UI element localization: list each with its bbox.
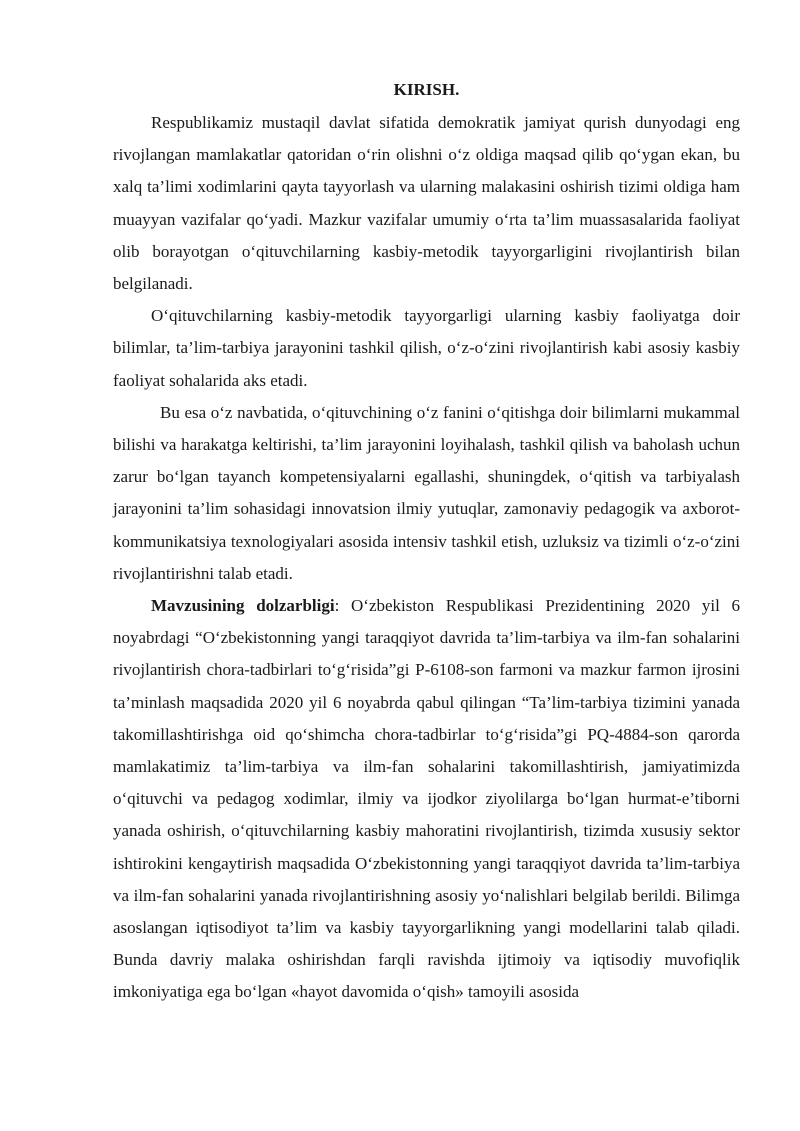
paragraph-teacher-preparation: O‘qituvchilarning kasbiy-metodik tayyorgarligi ularning kasbiy faoliyatga doir bilimlar, ta’lim-tarbiya jarayonini tashkil qilish, o‘z-o‘zini rivojlantirish kabi asosiy kasbiy faoliyat sohalarida aks etadi.	[113, 306, 740, 390]
paragraph-relevance	[113, 590, 740, 1009]
document-title: KIRISH.	[393, 80, 460, 99]
document-body	[113, 107, 740, 1009]
relevance-heading: Mavzusining dolzarbligi	[151, 596, 335, 616]
paragraph-intro: Respublikamiz mustaqil davlat sifatida demokratik jamiyat qurish dunyodagi eng rivojlangan mamlakatlar qatoridan o‘rin olishni o‘z oldiga maqsad qilib qo‘ygan ekan, bu xalq ta’limi xodimlarini qayta tayyorlash va ularning malakasini oshirish tizimi oldiga ham muayyan vazifalar qo‘yadi. Mazkur vazifalar umumiy o‘rta ta’lim muassasalarida faoliyat olib borayotgan o‘qituvchilarning kasbiy-metodik tayyorgarligini rivojlantirish bilan belgilanadi.	[113, 113, 740, 294]
paragraph-competencies: Bu esa o‘z navbatida, o‘qituvchining o‘z fanini o‘qitishga doir bilimlarni mukammal bilishi va harakatga keltirishi, ta’lim jarayonini loyihalash, tashkil qilish va baholash uchun zarur bo‘lgan tayanch kompetensiyalarni egallashi, shuningdek, o‘qitish va tarbiyalash jarayonini ta’lim sohasidagi innovatsion ilmiy yutuqlar, zamonaviy pedagogik va axborot-kommunikatsiya texnologiyalari asosida intensiv tashkil etish, uzluksiz va tizimli o‘z-o‘zini rivojlantirishni talab etadi.	[113, 402, 740, 583]
relevance-text: : O‘zbekiston Respublikasi Prezidentining 2020 yil 6 noyabrdagi “O‘zbekistonning yangi taraqqiyot davrida ta’lim-tarbiya va ilm-fan sohalarini rivojlantirish chora-tadbirlari to‘g‘risida”gi P-6108-son farmoni va mazkur farmon ijrosini ta’minlash maqsadida 2020 yil 6 noyabrda qabul qilingan “Ta’lim-tarbiya tizimini yanada takomillashtirishga oid qo‘shimcha chora-tadbirlar to‘g‘risida”gi PQ-4884-son qarorda mamlakatimiz ta’lim-tarbiya va ilm-fan sohalarini takomillashtirish, jamiyatimizda o‘qituvchi va pedagog xodimlar, ilmiy va ijodkor ziyolilarga bo‘lgan hurmat-e’tiborni yanada oshirish, o‘qituvchilarning kasbiy mahoratini rivojlantirish, tizimda xususiy sektor ishtirokini kengaytirish maqsadida O‘zbekistonning yangi taraqqiyot davrida ta’lim-tarbiya va ilm-fan sohalarini yanada rivojlantirishning asosiy yo‘nalishlari belgilab berildi. Bilimga asoslangan iqtisodiyot ta’lim va kasbiy tayyorgarlikning yangi modellarini talab qiladi. Bunda davriy malaka oshirishdan farqli ravishda ijtimoiy va iqtisodiy muvofiqlik imkoniyatiga ega bo‘lgan «hayot davomida o‘qish» tamoyili asosida	[113, 596, 740, 1002]
